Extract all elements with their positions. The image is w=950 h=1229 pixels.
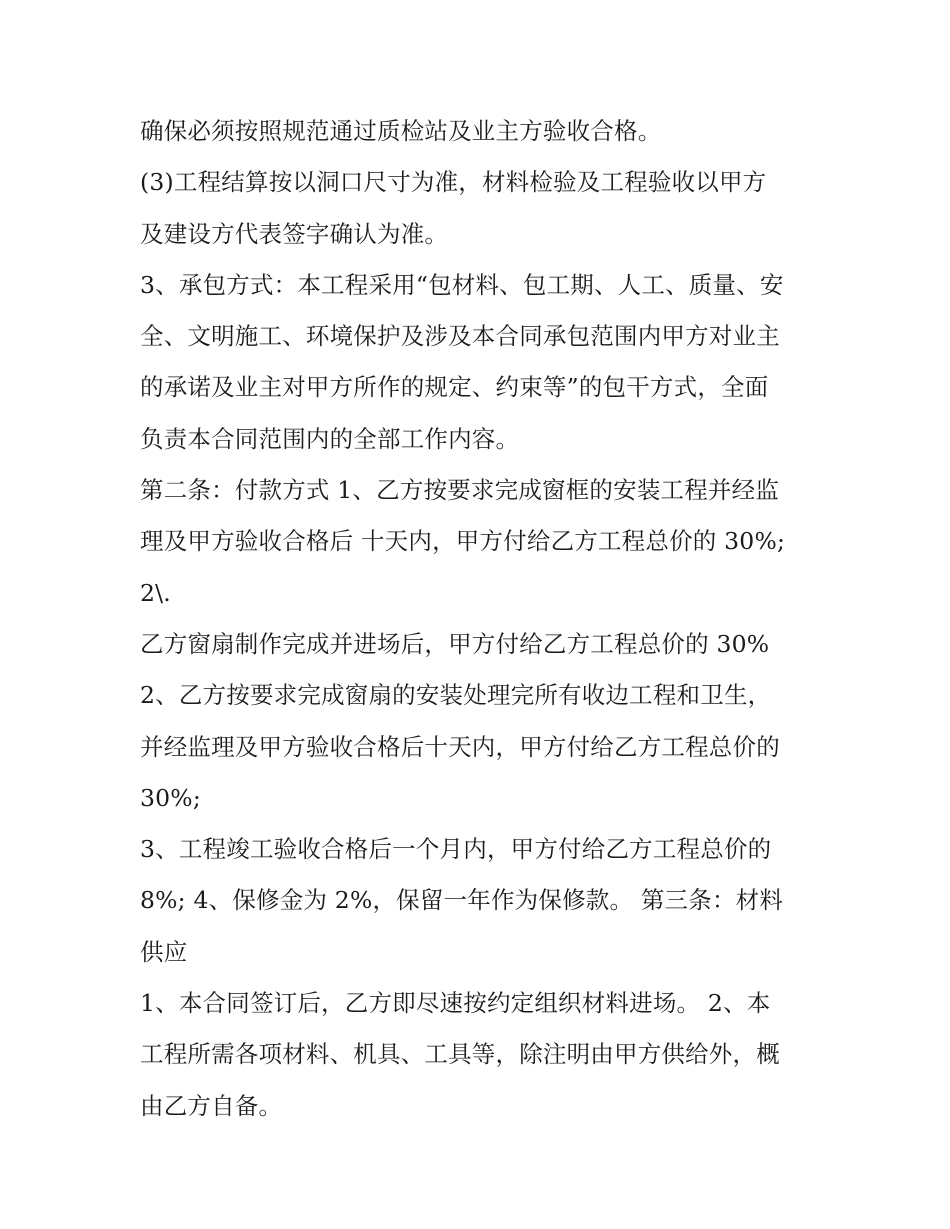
text-line: 确保必须按照规范通过质检站及业主方验收合格。 (140, 117, 662, 145)
text-line: 1、本合同签订后，乙方即尽速按约定组织材料进场。 2、本 (140, 989, 771, 1018)
text-line: 并经监理及甲方验收合格后十天内，甲方付给乙方工程总价的 (140, 732, 780, 761)
text-line: 的承诺及业主对甲方所作的规定、约束等”的包干方式，全面 (140, 373, 769, 402)
text-line: 乙方窗扇制作完成并进场后，甲方付给乙方工程总价的 30% (140, 629, 770, 658)
text-line: 2\. (140, 578, 171, 607)
text-line: (3)工程结算按以洞口尺寸为准，材料检验及工程验收以甲方 (140, 168, 767, 197)
text-line: 3、工程竣工验收合格后一个月内，甲方付给乙方工程总价的 (140, 835, 772, 864)
text-line: 负责本合同范围内的全部工作内容。 (140, 424, 520, 453)
text-line: 供应 (140, 937, 188, 966)
text-line: 第二条：付款方式 1、乙方按要求完成窗框的安装工程并经监 (140, 476, 780, 505)
text-line: 由乙方自备。 (140, 1091, 283, 1120)
text-line: 2、乙方按要求完成窗扇的安装处理完所有收边工程和卫生， (140, 681, 772, 710)
text-line: 8%; 4、保修金为 2%，保留一年作为保修款。 第三条：材料 (140, 886, 784, 915)
contract-body-text (140, 106, 820, 1132)
text-line: 及建设方代表签字确认为准。 (140, 219, 449, 248)
text-line: 理及甲方验收合格后 十天内，甲方付给乙方工程总价的 30%; (140, 527, 786, 556)
text-line: 全、文明施工、环境保护及涉及本合同承包范围内甲方对业主 (140, 322, 780, 351)
text-line: 30%; (140, 783, 201, 812)
text-line: 3、承包方式：本工程采用“包材料、包工期、人工、质量、安 (140, 270, 784, 299)
text-line: 工程所需各项材料、机具、工具等，除注明由甲方供给外，概 (140, 1040, 780, 1069)
